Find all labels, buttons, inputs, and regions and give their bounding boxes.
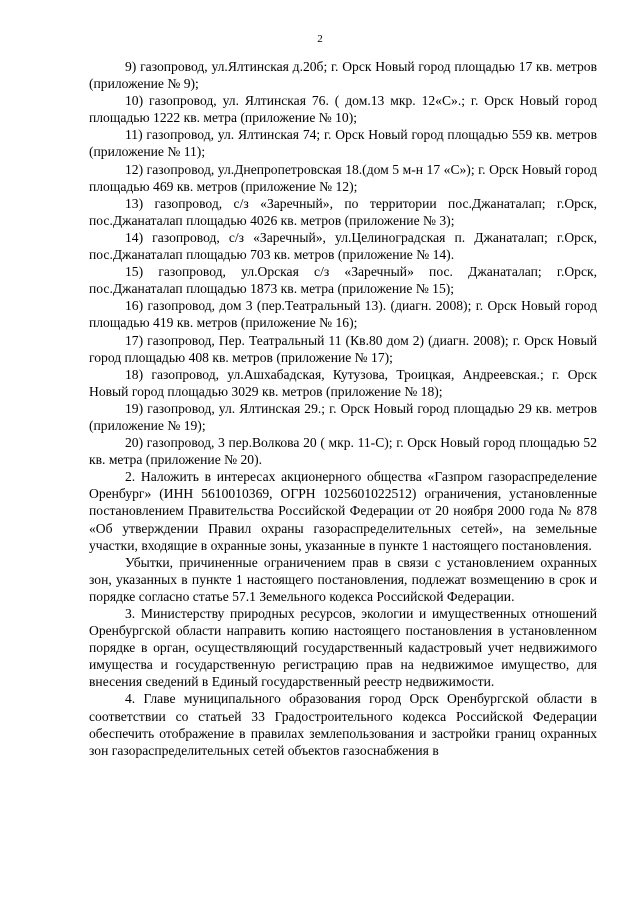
paragraph-item-20: 20) газопровод, 3 пер.Волкова 20 ( мкр. 11-С); г. Орск Новый город площадью 52 кв. метра (приложение № 20). [89, 435, 597, 468]
paragraph-item-15: 15) газопровод, ул.Орская с/з «Заречный» пос. Джанаталап; г.Орск, пос.Джанаталап площадью 1873 кв. метра (приложение № 15); [89, 264, 597, 297]
paragraph-item-11: 11) газопровод, ул. Ялтинская 74; г. Орск Новый город площадью 559 кв. метров (приложение № 11); [89, 127, 597, 160]
paragraph-item-9: 9) газопровод, ул.Ялтинская д.20б; г. Орск Новый город площадью 17 кв. метров (приложение № 9); [89, 59, 597, 92]
document-body [89, 58, 597, 759]
paragraph-item-16: 16) газопровод, дом 3 (пер.Театральный 13). (диагн. 2008); г. Орск Новый город площадью 419 кв. метров (приложение № 16); [89, 298, 597, 331]
page-number: 2 [317, 33, 323, 45]
paragraph-item-17: 17) газопровод, Пер. Театральный 11 (Кв.80 дом 2) (диагн. 2008); г. Орск Новый город площадью 408 кв. метров (приложение № 17); [89, 332, 597, 365]
paragraph-clause-2: 2. Наложить в интересах акционерного общества «Газпром газораспределение Оренбург» (ИНН 5610010369, ОГРН 1025601022512) ограничения, установленные постановлением Правительства Российской Федерации от 20 ноября 2000 года № 878 «Об утверждении Правил охраны газораспределительных сетей», на земельные участки, входящие в охранные зоны, указанные в пункте 1 настоящего постановления. [89, 469, 597, 553]
paragraph-item-18: 18) газопровод, ул.Ашхабадская, Кутузова, Троицкая, Андреевская.; г. Орск Новый город площадью 3029 кв. метров (приложение № 18); [89, 366, 597, 399]
paragraph-item-12: 12) газопровод, ул.Днепропетровская 18.(дом 5 м-н 17 «С»); г. Орск Новый город площадью 469 кв. метров (приложение № 12); [89, 161, 597, 194]
paragraph-item-14: 14) газопровод, с/з «Заречный», ул.Целиноградская п. Джанаталап; г.Орск, пос.Джанаталап площадью 703 кв. метров (приложение № 14). [89, 229, 597, 263]
paragraph-clause-3: 3. Министерству природных ресурсов, экологии и имущественных отношений Оренбургской области направить копию настоящего постановления в установленном порядке в орган, осуществляющий государственный кадастровый учет недвижимого имущества и государственную регистрацию прав на недвижимое имущество, для внесения сведений в Единый государственный реестр недвижимости. [89, 606, 597, 690]
paragraph-clause-4: 4. Главе муниципального образования город Орск Оренбургской области в соответствии со статьей 33 Градостроительного кодекса Российской Федерации обеспечить отображение в правилах землепользования и застройки границ охранных зон газораспределительных сетей объектов газоснабжения в [89, 691, 597, 758]
paragraph-losses: Убытки, причиненные ограничением прав в связи с установлением охранных зон, указанных в пункте 1 настоящего постановления, подлежат возмещению в срок и порядке согласно статье 57.1 Земельного кодекса Российской Федерации. [89, 554, 597, 604]
paragraph-item-13: 13) газопровод, с/з «Заречный», по территории пос.Джанаталап; г.Орск, пос.Джанаталап площадью 4026 кв. метров (приложение № 3); [89, 195, 597, 228]
paragraph-item-10: 10) газопровод, ул. Ялтинская 76. ( дом.13 мкр. 12«С».; г. Орск Новый город площадью 1222 кв. метра (приложение № 10); [89, 93, 597, 126]
paragraph-item-19: 19) газопровод, ул. Ялтинская 29.; г. Орск Новый город площадью 29 кв. метров (приложение № 19); [89, 400, 597, 433]
